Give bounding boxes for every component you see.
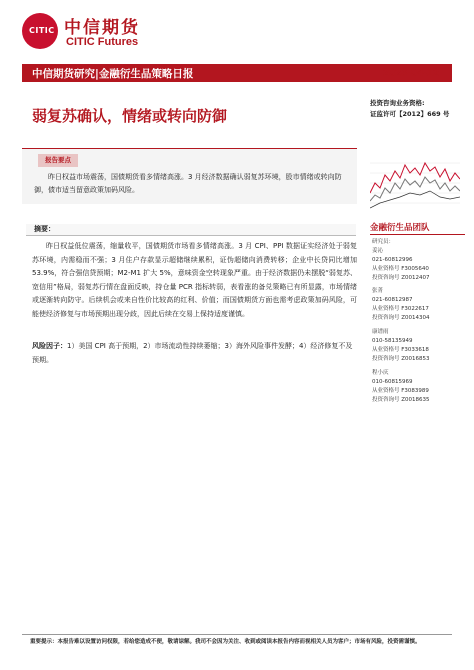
researcher-name: 张菁: [372, 288, 384, 294]
researcher-name: 程小庆: [372, 370, 389, 376]
key-points-label: 报告要点: [38, 154, 78, 167]
citic-seal-icon: CITIC: [22, 13, 58, 49]
researcher-phone: 010-60815969: [372, 379, 413, 385]
researcher-phone: 010-58135949: [372, 338, 413, 344]
researcher-consult: 投资咨询号 Z0014304: [372, 315, 430, 321]
researcher-phone: 021-60812996: [372, 257, 413, 263]
qualification-line-2: 证监许可【2012】669 号: [370, 110, 450, 118]
logo-name-cn: 中信期货: [64, 18, 140, 38]
qualification-line-1: 投资咨询业务资格:: [370, 99, 425, 107]
team-title: 金融衍生品团队: [370, 223, 430, 233]
researcher-card: [372, 287, 467, 323]
researcher-consult: 投资咨询号 Z0016853: [372, 356, 430, 362]
report-date: 2023-04-12: [382, 67, 439, 79]
researcher-card: [372, 328, 467, 364]
researcher-license: 从业资格号 F3022617: [372, 306, 429, 312]
risk-text: 1）美国 CPI 高于预期，2）市场流动性持续萎缩；3）海外风险事件发酵；4）经济修复不及预期。: [32, 342, 353, 364]
risk-factors: [32, 340, 357, 367]
researcher-license: 从业资格号 F3005640: [372, 266, 429, 272]
researcher-name: 康谱雨: [372, 329, 389, 335]
summary-paragraph: 昨日权益低位震荡，缩量收平，国债期货市场看多情绪高涨。3 月 CPI、PPI 数据证实经济处于弱复苏环境，内需稳而不强；3 月住户存款显示超储继续累积，证伪超储向消费转移；企业中长贷同比增加 53.9%，符合强信贷预期；M2-M1 扩大 5%，意味资金空转现象严重。由于经济数据仍未摆脱“弱复苏、宽信用”格局，弱复苏行情在盘面反映，持仓量 PCR 指标转弱，表看涨的备兑策略已有所显露，市场情绪或逐渐转向防守。后续机会或来自性价比较高的红利、价值；而国债期货方面也需考虑政策加码风险，可能使经济修复与市场预期出现分歧，因此后续在交易上保持适度谨慎。: [32, 242, 357, 318]
qualification-block: [370, 98, 465, 120]
researcher-name: 姜沁: [372, 248, 384, 254]
logo-name-en: CITIC Futures: [66, 36, 139, 48]
key-points-box: [22, 148, 357, 204]
risk-label: 风险因子：: [32, 342, 67, 350]
report-title: 弱复苏确认，情绪或转向防御: [32, 107, 228, 125]
summary-header: [26, 224, 356, 236]
summary-label: 摘要：: [34, 225, 55, 233]
key-points-text: 昨日权益市场震荡，国债期货看多情绪高涨。3 月经济数据确认弱复苏环境，股市情绪或转向防御，债市适当留意政策加码风险。: [34, 173, 342, 194]
researcher-consult: 投资咨询号 Z0018635: [372, 397, 430, 403]
series-title: 中信期货研究|金融衍生品策略日报: [32, 68, 194, 80]
team-divider: [370, 234, 465, 235]
researcher-consult: 投资咨询号 Z0012407: [372, 275, 430, 281]
researcher-role: 研究员：: [372, 239, 395, 245]
citic-futures-logo: [22, 13, 172, 55]
researcher-card: [372, 238, 467, 283]
researcher-license: 从业资格号 F3083989: [372, 388, 429, 394]
footer-divider: [22, 634, 452, 635]
researcher-license: 从业资格号 F3033618: [372, 347, 429, 353]
decorative-line-chart: [370, 153, 460, 213]
summary-body: [32, 240, 357, 321]
researcher-phone: 021-60812987: [372, 297, 413, 303]
footer-disclaimer: 重要提示：本报告难以设置访问权限，若给您造成不便，敬请谅解。我司不会因为关注、收到或阅读本报告内容而视相关人员为客户；市场有风险，投资需谨慎。: [30, 639, 421, 645]
researcher-card: [372, 369, 467, 405]
